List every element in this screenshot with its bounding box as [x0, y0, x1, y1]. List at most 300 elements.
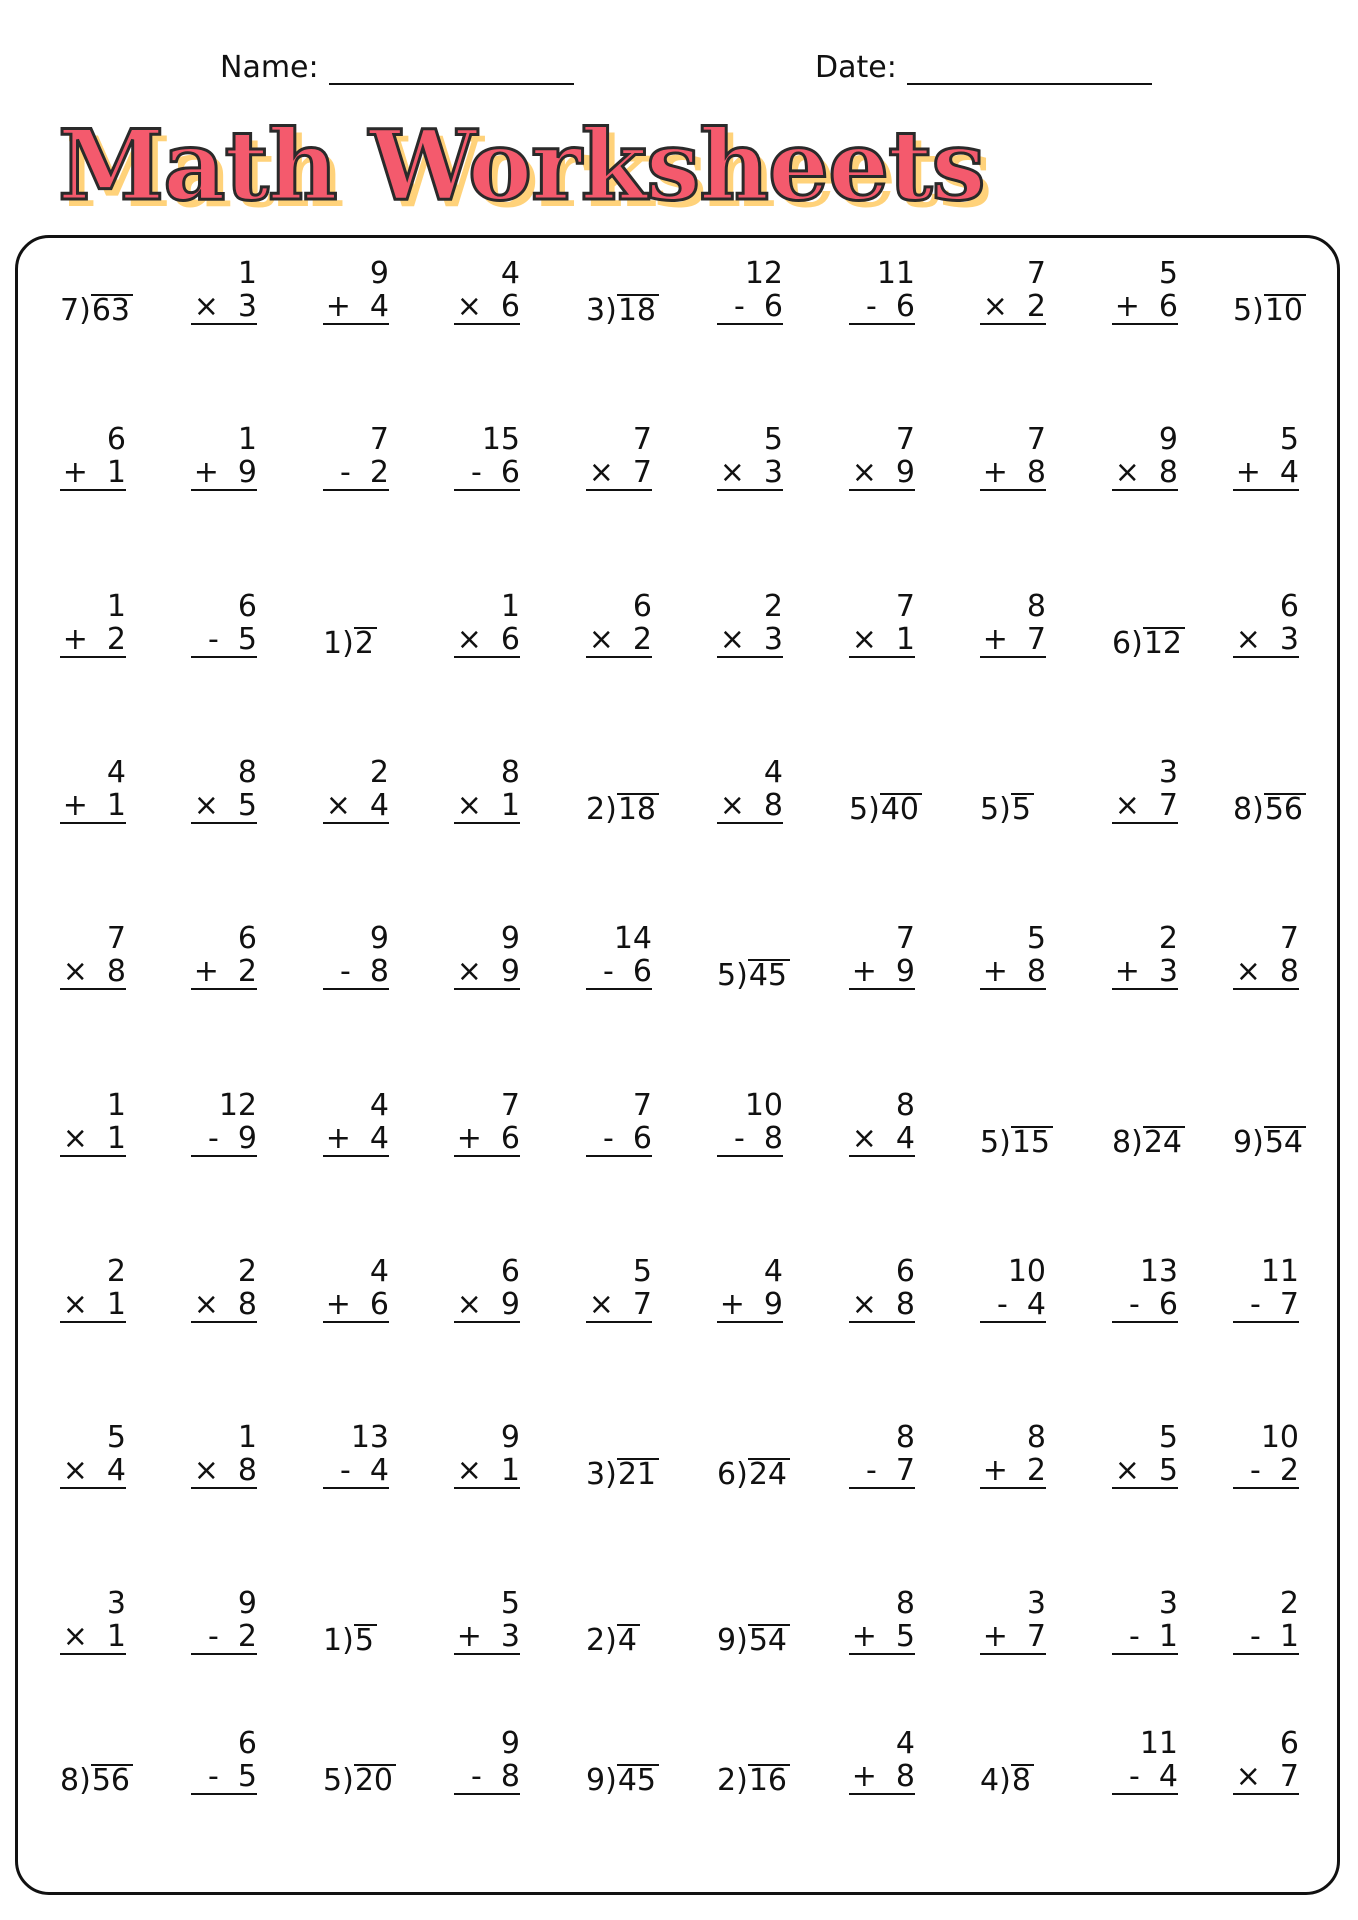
operator-symbol: × — [1114, 788, 1140, 823]
operator-symbol: - — [1129, 1287, 1140, 1322]
problem-operator-row — [191, 290, 257, 325]
problem-top-number: 7 — [895, 921, 915, 956]
divisor-number: 2 — [717, 1763, 737, 1798]
problem-bottom-number: 7 — [632, 455, 652, 490]
problem-operator-row — [60, 955, 126, 990]
problem-top-number: 9 — [500, 1420, 520, 1455]
problem-top-number: 8 — [895, 1420, 915, 1455]
problem-operator-row — [323, 955, 389, 990]
problem-operator-row — [191, 1288, 257, 1323]
divisor-number: 7 — [60, 293, 80, 328]
problem-operator-row — [1233, 955, 1299, 990]
problem-operator-row — [191, 955, 257, 990]
problem-operator-row — [1233, 1620, 1299, 1655]
problem-vertical — [191, 257, 257, 325]
operator-symbol: × — [456, 788, 482, 823]
problem-bottom-number: 7 — [1026, 622, 1046, 657]
dividend-number: 2 — [354, 627, 377, 659]
operator-symbol: × — [62, 1453, 88, 1488]
operator-symbol: × — [1235, 1759, 1261, 1794]
problem-top-number: 5 — [1279, 422, 1299, 457]
problem-top-number: 11 — [1139, 1726, 1178, 1761]
problem-top-number: 6 — [1279, 1726, 1299, 1761]
operator-symbol: × — [588, 622, 614, 657]
problem-long-division — [323, 1764, 396, 1798]
problem-vertical — [849, 1587, 915, 1655]
problem-long-division — [717, 1624, 790, 1658]
problem-bottom-number: 6 — [500, 622, 520, 657]
operator-symbol: × — [62, 1619, 88, 1654]
problem-bottom-number: 4 — [1026, 1287, 1046, 1322]
operator-symbol: + — [982, 622, 1008, 657]
operator-symbol: × — [719, 455, 745, 490]
problem-vertical — [849, 590, 915, 658]
problem-vertical — [1112, 1727, 1178, 1795]
problem-top-number: 2 — [106, 1254, 126, 1289]
problem-long-division — [849, 793, 922, 827]
division-bracket-icon: ) — [736, 1763, 748, 1798]
problem-vertical — [980, 1255, 1046, 1323]
dividend-number: 4 — [617, 1624, 640, 1656]
problem-vertical — [60, 922, 126, 990]
problem-bottom-number: 3 — [1158, 954, 1178, 989]
problem-vertical — [60, 1421, 126, 1489]
problem-bottom-number: 8 — [763, 1121, 783, 1156]
problem-vertical — [191, 1255, 257, 1323]
problem-vertical — [586, 590, 652, 658]
problem-top-number: 6 — [632, 589, 652, 624]
problem-operator-row — [323, 1122, 389, 1157]
problem-operator-row — [454, 1288, 520, 1323]
problem-top-number: 4 — [763, 1254, 783, 1289]
operator-symbol: - — [208, 1121, 219, 1156]
problem-vertical — [717, 590, 783, 658]
operator-symbol: × — [851, 1287, 877, 1322]
problem-top-number: 5 — [1158, 256, 1178, 291]
problem-operator-row — [586, 1122, 652, 1157]
operator-symbol: - — [866, 289, 877, 324]
operator-symbol: - — [1129, 1759, 1140, 1794]
problem-top-number: 2 — [763, 589, 783, 624]
problem-bottom-number: 6 — [500, 1121, 520, 1156]
problem-vertical — [191, 756, 257, 824]
dividend-number: 21 — [617, 1458, 659, 1490]
problem-operator-row — [1233, 456, 1299, 491]
problem-vertical — [60, 590, 126, 658]
problem-long-division — [980, 793, 1034, 827]
operator-symbol: - — [1129, 1619, 1140, 1654]
problem-top-number: 9 — [237, 1586, 257, 1621]
problem-bottom-number: 1 — [106, 1619, 126, 1654]
problem-vertical — [454, 1727, 520, 1795]
dividend-number: 24 — [1143, 1126, 1185, 1158]
problem-vertical — [717, 1089, 783, 1157]
operator-symbol: × — [719, 788, 745, 823]
problem-top-number: 6 — [895, 1254, 915, 1289]
dividend-number: 54 — [1264, 1126, 1306, 1158]
problem-operator-row — [60, 1454, 126, 1489]
operator-symbol: - — [208, 1619, 219, 1654]
divisor-number: 9 — [717, 1623, 737, 1658]
problem-long-division — [586, 1458, 659, 1492]
problem-bottom-number: 8 — [895, 1287, 915, 1322]
problem-vertical — [191, 1421, 257, 1489]
problem-operator-row — [586, 456, 652, 491]
problem-top-number: 8 — [1026, 589, 1046, 624]
problem-bottom-number: 2 — [106, 622, 126, 657]
division-bracket-icon: ) — [736, 1623, 748, 1658]
problem-operator-row — [586, 623, 652, 658]
problem-bottom-number: 8 — [1026, 455, 1046, 490]
problem-bottom-number: 4 — [106, 1453, 126, 1488]
problem-long-division — [1233, 793, 1306, 827]
problem-bottom-number: 8 — [237, 1287, 257, 1322]
problem-bottom-number: 3 — [500, 1619, 520, 1654]
problem-vertical — [454, 1421, 520, 1489]
operator-symbol: × — [62, 1287, 88, 1322]
problem-bottom-number: 2 — [237, 1619, 257, 1654]
problem-operator-row — [980, 456, 1046, 491]
dividend-number: 45 — [748, 959, 790, 991]
operator-symbol: × — [588, 455, 614, 490]
problem-long-division — [586, 793, 659, 827]
problem-operator-row — [1112, 290, 1178, 325]
problem-vertical — [191, 1089, 257, 1157]
problem-vertical — [454, 423, 520, 491]
problem-vertical — [454, 257, 520, 325]
problem-operator-row — [60, 456, 126, 491]
problem-top-number: 8 — [1026, 1420, 1046, 1455]
problem-vertical — [849, 1727, 915, 1795]
problem-operator-row — [849, 955, 915, 990]
problem-vertical — [60, 756, 126, 824]
problem-top-number: 3 — [1158, 1586, 1178, 1621]
problem-long-division — [60, 294, 133, 328]
problem-bottom-number: 2 — [369, 455, 389, 490]
problem-bottom-number: 3 — [237, 289, 257, 324]
problem-operator-row — [1233, 1760, 1299, 1795]
problem-operator-row — [980, 623, 1046, 658]
problem-top-number: 5 — [1026, 921, 1046, 956]
problem-top-number: 10 — [744, 1088, 783, 1123]
division-bracket-icon: ) — [605, 1457, 617, 1492]
problem-bottom-number: 9 — [500, 954, 520, 989]
page-title: Math Worksheets — [58, 109, 985, 222]
problem-bottom-number: 6 — [500, 289, 520, 324]
problem-vertical — [1233, 1421, 1299, 1489]
problem-top-number: 1 — [500, 589, 520, 624]
problem-vertical — [849, 1421, 915, 1489]
operator-symbol: × — [62, 1121, 88, 1156]
divisor-number: 2 — [586, 792, 606, 827]
operator-symbol: + — [62, 622, 88, 657]
problem-top-number: 12 — [218, 1088, 257, 1123]
problem-top-number: 8 — [500, 755, 520, 790]
problem-vertical — [1233, 1727, 1299, 1795]
problem-bottom-number: 8 — [895, 1759, 915, 1794]
problem-vertical — [1112, 1587, 1178, 1655]
operator-symbol: + — [456, 1121, 482, 1156]
dividend-number: 5 — [354, 1624, 377, 1656]
problem-bottom-number: 3 — [763, 455, 783, 490]
problem-operator-row — [191, 623, 257, 658]
problem-vertical — [586, 423, 652, 491]
problem-vertical — [191, 423, 257, 491]
problem-operator-row — [1112, 1760, 1178, 1795]
operator-symbol: × — [456, 1287, 482, 1322]
operator-symbol: + — [456, 1619, 482, 1654]
operator-symbol: + — [62, 788, 88, 823]
problem-bottom-number: 6 — [500, 455, 520, 490]
problem-long-division — [717, 1458, 790, 1492]
operator-symbol: + — [193, 455, 219, 490]
divisor-number: 5 — [980, 1125, 1000, 1160]
operator-symbol: × — [851, 455, 877, 490]
problem-top-number: 7 — [106, 921, 126, 956]
operator-symbol: + — [982, 1619, 1008, 1654]
problem-vertical — [1233, 1255, 1299, 1323]
problem-vertical — [980, 423, 1046, 491]
problem-vertical — [849, 1255, 915, 1323]
problem-operator-row — [60, 789, 126, 824]
operator-symbol: × — [456, 622, 482, 657]
problem-bottom-number: 4 — [369, 289, 389, 324]
problem-vertical — [323, 1255, 389, 1323]
problem-vertical — [717, 756, 783, 824]
problem-operator-row — [454, 789, 520, 824]
divisor-number: 9 — [1233, 1125, 1253, 1160]
operator-symbol: + — [982, 954, 1008, 989]
problem-vertical — [1112, 423, 1178, 491]
operator-symbol: × — [62, 954, 88, 989]
problem-top-number: 6 — [237, 589, 257, 624]
divisor-number: 8 — [1112, 1125, 1132, 1160]
division-bracket-icon: ) — [736, 958, 748, 993]
problem-vertical — [980, 590, 1046, 658]
date-label: Date: — [815, 50, 897, 85]
problem-bottom-number: 9 — [500, 1287, 520, 1322]
problem-operator-row — [849, 1760, 915, 1795]
problem-top-number: 2 — [369, 755, 389, 790]
problem-bottom-number: 1 — [106, 455, 126, 490]
division-bracket-icon: ) — [79, 293, 91, 328]
operator-symbol: - — [208, 1759, 219, 1794]
operator-symbol: - — [1250, 1453, 1261, 1488]
problem-operator-row — [454, 623, 520, 658]
problem-bottom-number: 4 — [369, 788, 389, 823]
operator-symbol: - — [340, 954, 351, 989]
problem-operator-row — [1233, 623, 1299, 658]
dividend-number: 54 — [748, 1624, 790, 1656]
dividend-number: 45 — [617, 1764, 659, 1796]
problem-long-division — [1112, 627, 1185, 661]
operator-symbol: + — [982, 455, 1008, 490]
problem-bottom-number: 6 — [1158, 289, 1178, 324]
problem-vertical — [1233, 1587, 1299, 1655]
problem-top-number: 9 — [500, 921, 520, 956]
operator-symbol: + — [193, 954, 219, 989]
problem-operator-row — [1112, 955, 1178, 990]
problem-top-number: 3 — [1026, 1586, 1046, 1621]
problem-operator-row — [717, 1122, 783, 1157]
problem-bottom-number: 9 — [237, 455, 257, 490]
operator-symbol: - — [208, 622, 219, 657]
problem-long-division — [323, 627, 377, 661]
problem-bottom-number: 8 — [237, 1453, 257, 1488]
operator-symbol: × — [456, 289, 482, 324]
division-bracket-icon: ) — [1252, 792, 1264, 827]
problem-top-number: 5 — [500, 1586, 520, 1621]
problem-vertical — [454, 922, 520, 990]
problem-operator-row — [717, 456, 783, 491]
problem-bottom-number: 2 — [1026, 289, 1046, 324]
problem-vertical — [191, 922, 257, 990]
problem-bottom-number: 8 — [763, 788, 783, 823]
problem-operator-row — [980, 1454, 1046, 1489]
problem-vertical — [60, 1255, 126, 1323]
problem-top-number: 8 — [895, 1088, 915, 1123]
problem-bottom-number: 6 — [632, 954, 652, 989]
problem-operator-row — [849, 1288, 915, 1323]
operator-symbol: × — [851, 1121, 877, 1156]
problem-operator-row — [1233, 1288, 1299, 1323]
problem-operator-row — [1112, 789, 1178, 824]
division-bracket-icon: ) — [736, 1457, 748, 1492]
problem-top-number: 7 — [895, 422, 915, 457]
problem-bottom-number: 4 — [369, 1121, 389, 1156]
problem-bottom-number: 8 — [1158, 455, 1178, 490]
division-bracket-icon: ) — [79, 1763, 91, 1798]
operator-symbol: + — [1114, 289, 1140, 324]
divisor-number: 5 — [323, 1763, 343, 1798]
problem-bottom-number: 7 — [1026, 1619, 1046, 1654]
dividend-number: 16 — [748, 1764, 790, 1796]
problem-long-division — [1233, 1126, 1306, 1160]
operator-symbol: - — [340, 455, 351, 490]
operator-symbol: × — [1114, 455, 1140, 490]
problem-vertical — [586, 1089, 652, 1157]
problem-operator-row — [323, 456, 389, 491]
problem-operator-row — [717, 1288, 783, 1323]
problem-top-number: 14 — [613, 921, 652, 956]
problem-top-number: 7 — [500, 1088, 520, 1123]
name-field[interactable] — [220, 50, 574, 85]
date-field[interactable] — [815, 50, 1152, 85]
problem-operator-row — [717, 623, 783, 658]
operator-symbol: × — [1235, 954, 1261, 989]
problem-long-division — [980, 1764, 1034, 1798]
problem-top-number: 5 — [1158, 1420, 1178, 1455]
problem-operator-row — [980, 290, 1046, 325]
dividend-number: 18 — [617, 793, 659, 825]
problem-vertical — [1233, 590, 1299, 658]
problem-bottom-number: 1 — [1279, 1619, 1299, 1654]
problem-bottom-number: 5 — [1158, 1453, 1178, 1488]
problem-operator-row — [454, 1454, 520, 1489]
problem-vertical — [1233, 922, 1299, 990]
problem-bottom-number: 4 — [895, 1121, 915, 1156]
problem-operator-row — [1112, 456, 1178, 491]
operator-symbol: + — [62, 455, 88, 490]
operator-symbol: - — [603, 1121, 614, 1156]
operator-symbol: + — [325, 1287, 351, 1322]
problem-bottom-number: 4 — [1279, 455, 1299, 490]
problem-bottom-number: 1 — [895, 622, 915, 657]
problem-top-number: 5 — [763, 422, 783, 457]
problem-bottom-number: 7 — [895, 1453, 915, 1488]
operator-symbol: × — [193, 788, 219, 823]
problem-bottom-number: 1 — [500, 788, 520, 823]
division-bracket-icon: ) — [342, 626, 354, 661]
problem-top-number: 10 — [1007, 1254, 1046, 1289]
problem-top-number: 1 — [237, 1420, 257, 1455]
problem-bottom-number: 8 — [500, 1759, 520, 1794]
date-blank-line[interactable] — [907, 53, 1152, 85]
operator-symbol: - — [1250, 1619, 1261, 1654]
division-bracket-icon: ) — [342, 1763, 354, 1798]
problem-operator-row — [849, 290, 915, 325]
problem-top-number: 10 — [1260, 1420, 1299, 1455]
problem-vertical — [980, 922, 1046, 990]
problem-long-division — [980, 1126, 1053, 1160]
problem-bottom-number: 1 — [500, 1453, 520, 1488]
operator-symbol: + — [851, 954, 877, 989]
problem-operator-row — [191, 789, 257, 824]
problem-bottom-number: 3 — [1279, 622, 1299, 657]
problem-top-number: 13 — [350, 1420, 389, 1455]
problem-vertical — [1233, 423, 1299, 491]
problem-vertical — [323, 922, 389, 990]
problem-vertical — [1112, 1255, 1178, 1323]
problem-operator-row — [454, 1122, 520, 1157]
problem-vertical — [1112, 257, 1178, 325]
operator-symbol: × — [982, 289, 1008, 324]
problem-vertical — [323, 423, 389, 491]
name-blank-line[interactable] — [329, 53, 574, 85]
problem-bottom-number: 5 — [237, 788, 257, 823]
problem-bottom-number: 5 — [237, 1759, 257, 1794]
divisor-number: 5 — [980, 792, 1000, 827]
problem-bottom-number: 9 — [237, 1121, 257, 1156]
dividend-number: 56 — [1264, 793, 1306, 825]
problem-bottom-number: 6 — [1158, 1287, 1178, 1322]
problem-operator-row — [1112, 1288, 1178, 1323]
problem-bottom-number: 8 — [106, 954, 126, 989]
problem-top-number: 9 — [500, 1726, 520, 1761]
operator-symbol: + — [851, 1759, 877, 1794]
problem-vertical — [191, 590, 257, 658]
divisor-number: 2 — [586, 1623, 606, 1658]
operator-symbol: × — [456, 1453, 482, 1488]
operator-symbol: + — [982, 1453, 1008, 1488]
operator-symbol: × — [193, 289, 219, 324]
problem-vertical — [323, 1421, 389, 1489]
problem-top-number: 4 — [369, 1088, 389, 1123]
division-bracket-icon: ) — [1131, 1125, 1143, 1160]
divisor-number: 3 — [586, 1457, 606, 1492]
operator-symbol: - — [997, 1287, 1008, 1322]
problem-operator-row — [1112, 1454, 1178, 1489]
problem-operator-row — [191, 1454, 257, 1489]
operator-symbol: - — [866, 1453, 877, 1488]
problem-vertical — [454, 1255, 520, 1323]
problem-vertical — [586, 1255, 652, 1323]
problem-top-number: 6 — [237, 1726, 257, 1761]
problem-top-number: 2 — [1279, 1586, 1299, 1621]
problem-operator-row — [586, 955, 652, 990]
problem-top-number: 7 — [1026, 256, 1046, 291]
operator-symbol: + — [325, 1121, 351, 1156]
